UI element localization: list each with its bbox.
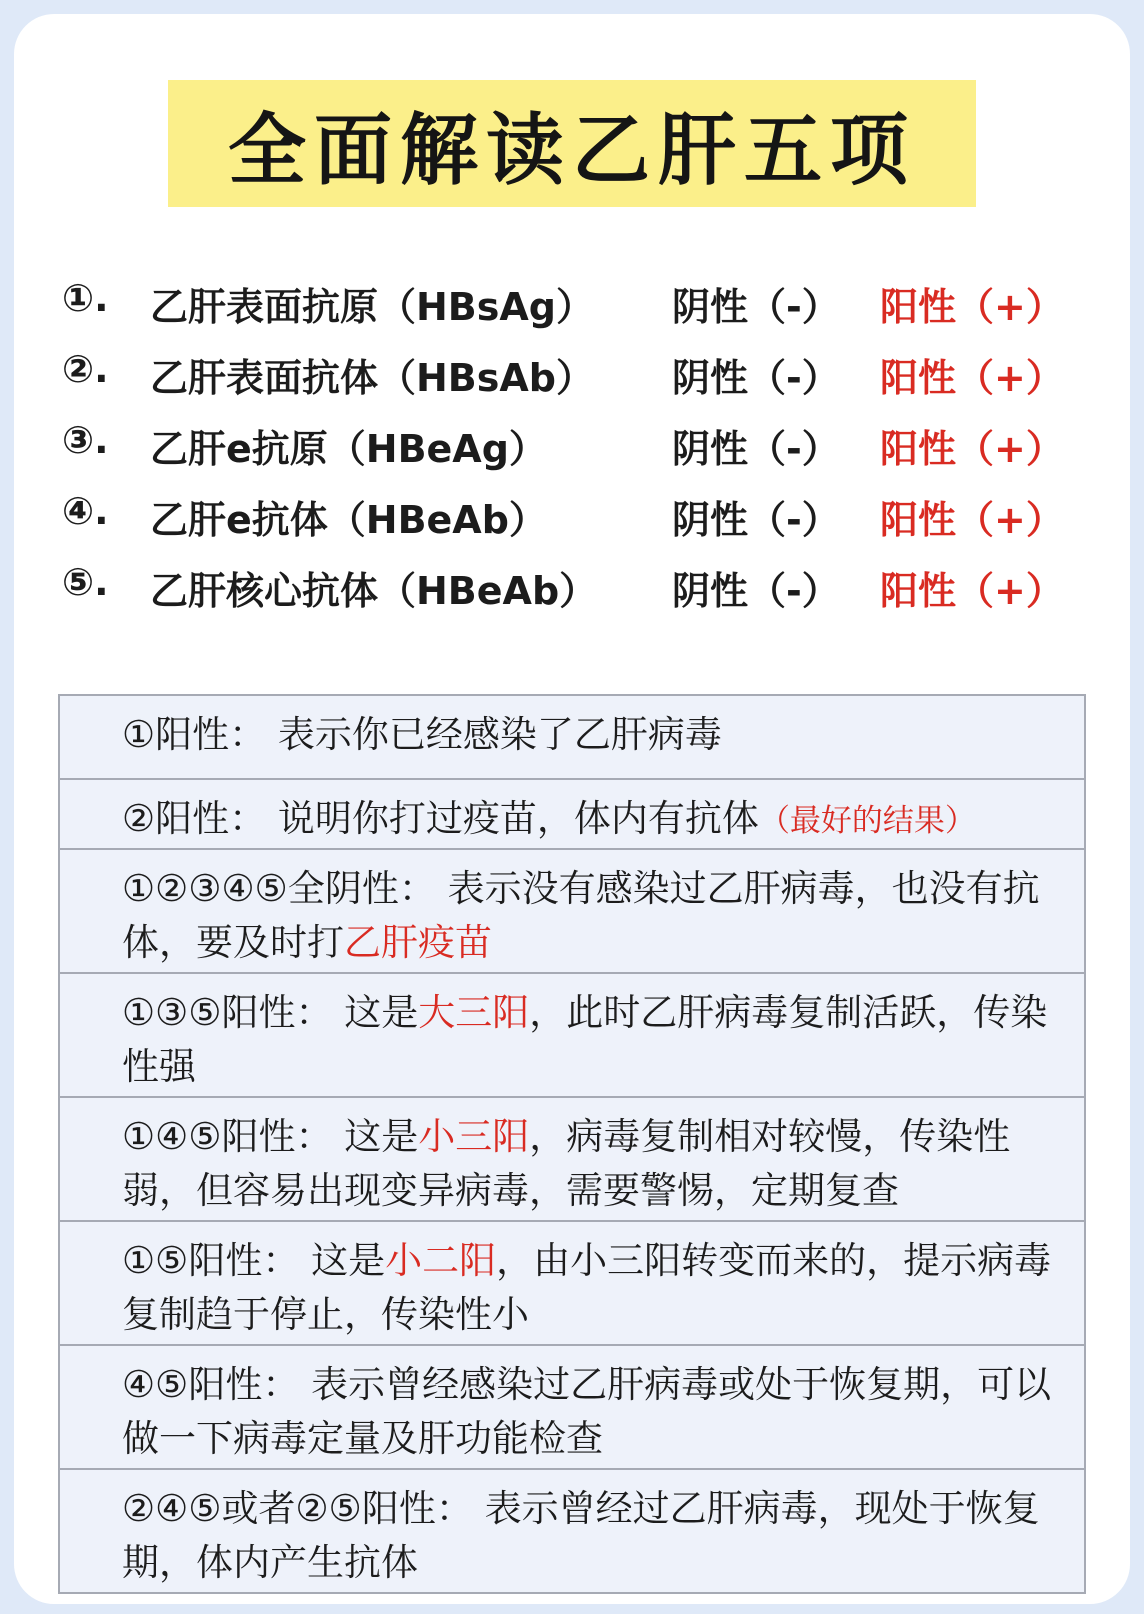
negative-label: 阴性（-）	[672, 427, 840, 471]
page-title: 全面解读乙肝五项	[227, 105, 916, 196]
marker-number: ③.	[62, 418, 109, 462]
row-text: ②阳性： 说明你打过疫苗，体内有抗体	[122, 797, 759, 840]
highlight-text: 大三阳	[418, 991, 530, 1034]
table-row	[60, 696, 1084, 780]
marker-name: 乙肝表面抗体（HBsAb）	[150, 356, 594, 400]
row-text: ，由小三阳转变而来的，提示病毒复制趋于停止，传染性小	[122, 1239, 1052, 1336]
table-row	[60, 1222, 1084, 1346]
highlight-text: 小三阳	[418, 1115, 530, 1158]
marker-number: ④.	[62, 489, 109, 533]
positive-label: 阳性（+）	[880, 569, 1064, 613]
marker-name: 乙肝e抗体（HBeAb）	[150, 498, 547, 542]
row-text: ①⑤阳性： 这是	[122, 1239, 386, 1282]
marker-number: ①.	[62, 276, 109, 320]
table-row	[60, 780, 1084, 850]
row-text: ，此时乙肝病毒复制活跃，传染性强	[122, 991, 1048, 1088]
marker-name: 乙肝表面抗原（HBsAg）	[150, 285, 594, 329]
highlight-text: 乙肝疫苗	[344, 921, 492, 964]
best-result-note: （最好的结果）	[758, 803, 976, 839]
positive-label: 阳性（+）	[880, 356, 1064, 400]
negative-label: 阴性（-）	[672, 498, 840, 542]
row-text: ①阳性： 表示你已经感染了乙肝病毒	[122, 713, 722, 756]
title-banner	[168, 80, 976, 207]
marker-row	[0, 339, 1144, 410]
highlight-text: 小二阳	[385, 1239, 497, 1282]
marker-row	[0, 552, 1144, 623]
row-text: ②④⑤或者②⑤阳性： 表示曾经过乙肝病毒，现处于恢复期，体内产生抗体	[122, 1487, 1040, 1584]
positive-label: 阳性（+）	[880, 285, 1064, 329]
row-text: ①④⑤阳性： 这是	[122, 1115, 419, 1158]
negative-label: 阴性（-）	[672, 569, 840, 613]
marker-number: ②.	[62, 347, 109, 391]
marker-list	[0, 268, 1144, 623]
table-row	[60, 1098, 1084, 1222]
marker-name: 乙肝核心抗体（HBeAb）	[150, 569, 598, 613]
table-row	[60, 850, 1084, 974]
table-row	[60, 1346, 1084, 1470]
marker-row	[0, 481, 1144, 552]
negative-label: 阴性（-）	[672, 356, 840, 400]
table-row	[60, 1470, 1084, 1592]
negative-label: 阴性（-）	[672, 285, 840, 329]
marker-row	[0, 410, 1144, 481]
table-row	[60, 974, 1084, 1098]
row-text: ④⑤阳性： 表示曾经感染过乙肝病毒或处于恢复期，可以做一下病毒定量及肝功能检查	[122, 1363, 1052, 1460]
row-text: ①③⑤阳性： 这是	[122, 991, 419, 1034]
positive-label: 阳性（+）	[880, 427, 1064, 471]
marker-number: ⑤.	[62, 560, 109, 604]
row-text: ①②③④⑤全阴性： 表示没有感染过乙肝病毒，也没有抗体，要及时打	[122, 867, 1040, 964]
interpretation-table	[58, 694, 1086, 1594]
positive-label: 阳性（+）	[880, 498, 1064, 542]
marker-row	[0, 268, 1144, 339]
marker-name: 乙肝e抗原（HBeAg）	[150, 427, 547, 471]
row-text: ，病毒复制相对较慢，传染性弱，但容易出现变异病毒，需要警惕，定期复查	[122, 1115, 1011, 1212]
